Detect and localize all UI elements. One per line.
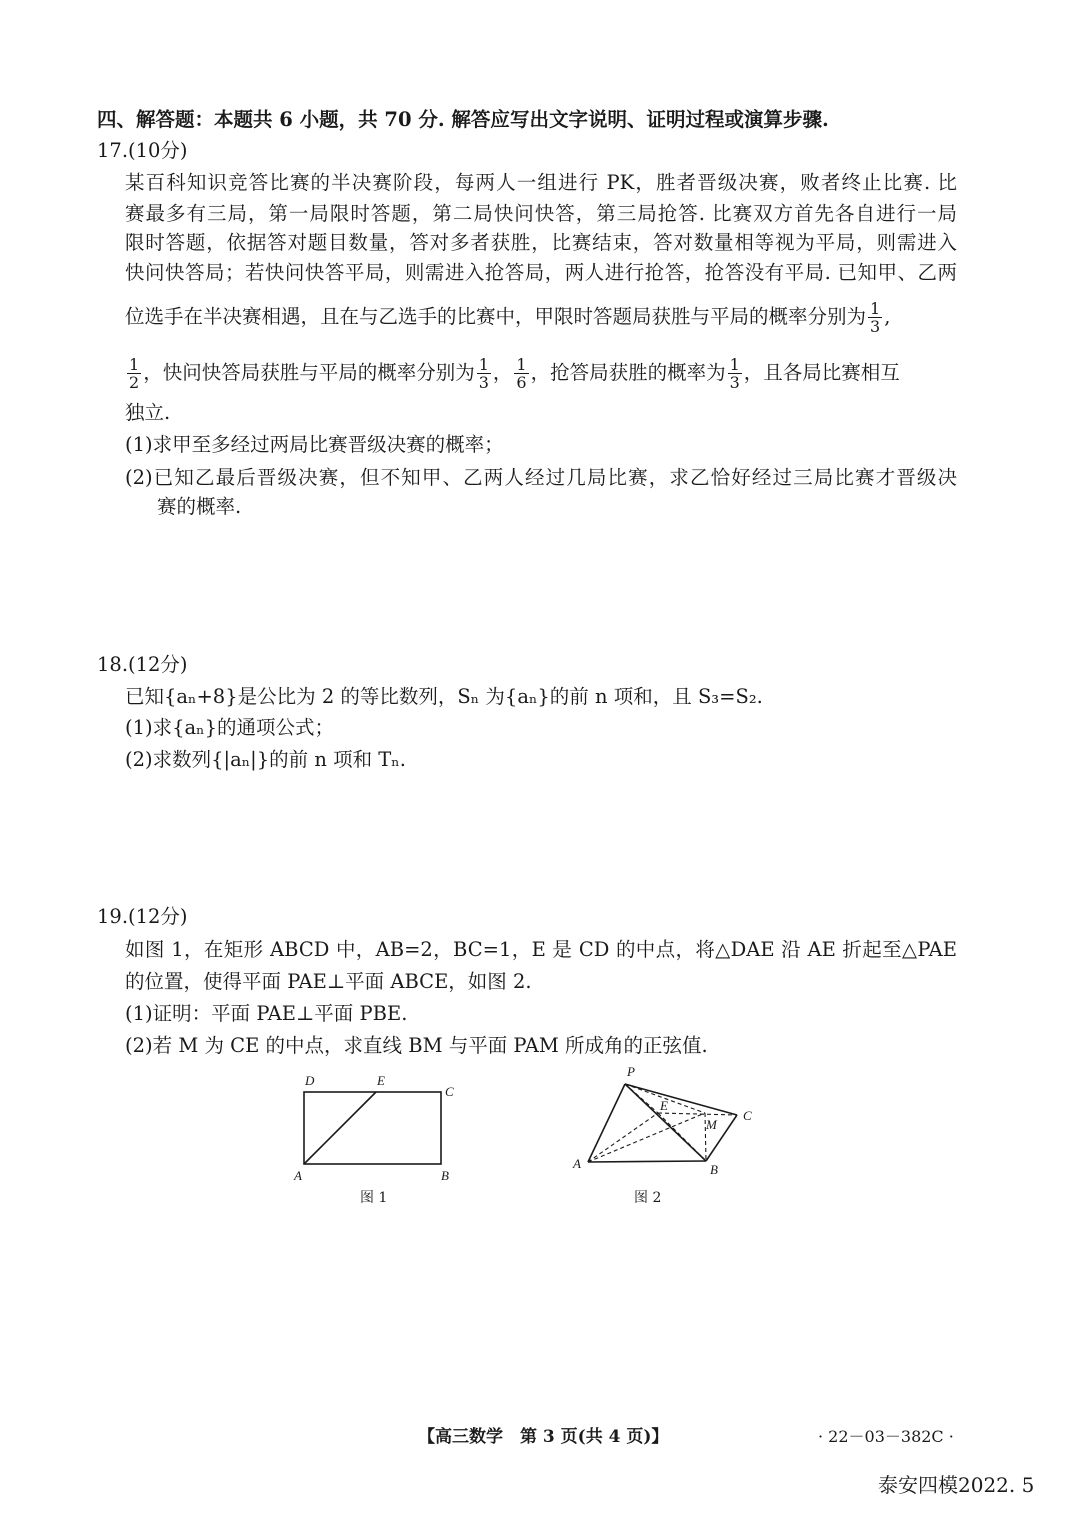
fig2-caption: 图 2 [634,1190,662,1206]
section-heading: 四、解答题：本题共 6 小题，共 70 分. 解答应写出文字说明、证明过程或演算步骤. [97,108,829,131]
q19-part2: (2)若 M 为 CE 的中点，求直线 BM 与平面 PAM 所成角的正弦值. [125,1034,708,1057]
q17-line-text: 位选手在半决赛相遇，且在与乙选手的比赛中，甲限时答题局获胜与平局的概率分别为 [125,305,867,328]
q17-line: $\frac{1}{2}$ ，快问快答局获胜与平局的概率分别为 $\frac{1}{3}$ ， $\frac{1}{6}$ ，抢答局获胜的概率为 $\frac{1}{3}$ ，且各局比赛相互 [129,355,900,392]
q19-part1: (1)证明：平面 PAE⊥平面 PBE. [125,1002,408,1025]
fig1-label-d: D [305,1073,315,1088]
fig2-label-m: M [706,1117,717,1132]
fraction: $\frac{1}{3}$ [729,355,740,392]
fraction: $\frac{1}{2}$ [129,355,140,392]
fig2-label-b: B [710,1162,718,1177]
q17-part2-cont: 赛的概率. [157,495,242,518]
fig1-label-c: C [445,1084,454,1099]
fig2-label-e: E [660,1098,668,1113]
q17-number: 17.(10分) [97,139,188,162]
fig2-label-p: P [627,1064,635,1079]
fig1-label-e: E [377,1073,385,1088]
figure-1-rectangle [304,1092,441,1164]
q18-line: 已知{aₙ+8}是公比为 2 的等比数列，Sₙ 为{aₙ}的前 n 项和，且 S₃=S₂. [125,685,763,708]
fig1-label-b: B [441,1168,449,1183]
q17-part1: (1)求甲至多经过两局比赛晋级决赛的概率； [125,433,504,456]
q19-line: 如图 1，在矩形 ABCD 中，AB=2，BC=1，E 是 CD 的中点，将△DAE 沿 AE 折起至△PAE [125,938,957,961]
q18-number: 18.(12分) [97,653,188,676]
exam-code: · 22－03－382C · [818,1427,954,1446]
page-info: 【高三数学 第 3 页(共 4 页)】 [418,1427,669,1447]
q17-line: 位选手在半决赛相遇，且在与乙选手的比赛中，甲限时答题局获胜与平局的概率分别为 $\frac{1}{3}$ , [125,299,891,336]
q17-part2: (2)已知乙最后晋级决赛，但不知甲、乙两人经过几局比赛，求乙恰好经过三局比赛才晋级决 [125,466,957,489]
watermark-text: 泰安四模2022. 5 [878,1473,1035,1497]
q19-line: 的位置，使得平面 PAE⊥平面 ABCE，如图 2. [125,970,532,993]
q19-number: 19.(12分) [97,905,188,928]
q17-line: 某百科知识竞答比赛的半决赛阶段，每两人一组进行 PK，胜者晋级决赛，败者终止比赛. 比 [125,171,957,194]
q17-line: 赛最多有三局，第一局限时答题，第二局快问快答，第三局抢答. 比赛双方首先各自进行一局 [125,202,957,225]
fraction: $\frac{1}{3}$ [870,299,881,336]
fig1-label-a: A [294,1168,302,1183]
q17-line: 限时答题，依据答对题目数量，答对多者获胜，比赛结束，答对数量相等视为平局，则需进入 [125,231,957,254]
fig2-label-c: C [743,1108,752,1123]
fraction: $\frac{1}{6}$ [516,355,527,392]
fig2-label-a: A [573,1156,581,1171]
fraction: $\frac{1}{3}$ [478,355,489,392]
q17-line: 独立. [125,401,171,424]
q17-line: 快问快答局；若快问快答平局，则需进入抢答局，两人进行抢答，抢答没有平局. 已知甲、乙两 [125,261,957,284]
q18-part1: (1)求{aₙ}的通项公式； [125,716,334,739]
fig1-caption: 图 1 [360,1190,388,1206]
q18-part2: (2)求数列{|aₙ|}的前 n 项和 Tₙ. [125,748,406,771]
